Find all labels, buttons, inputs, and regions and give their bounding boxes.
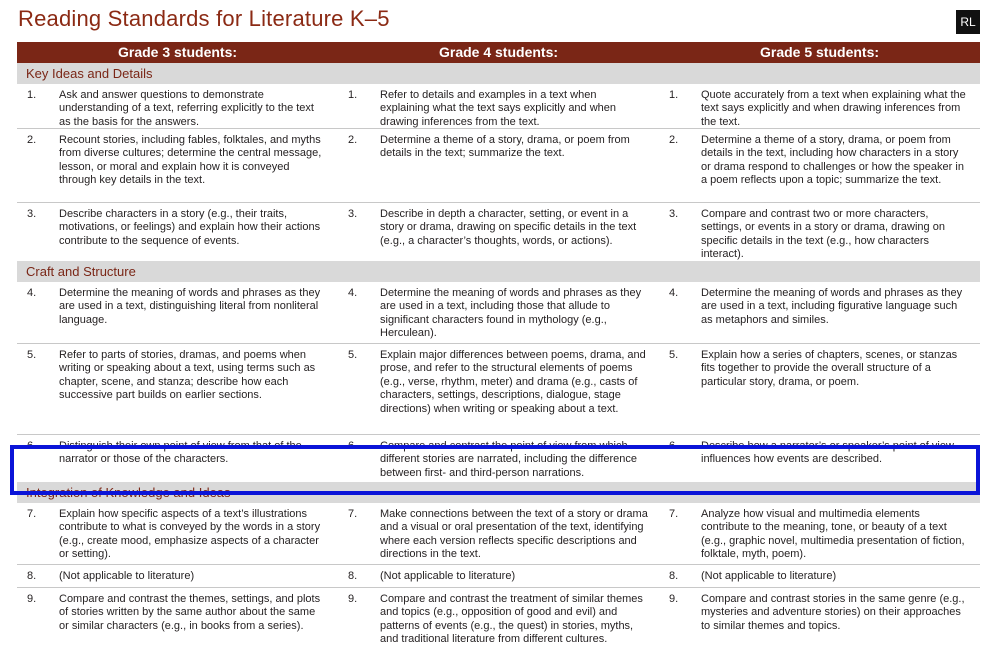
standard-text: Describe in depth a character, setting, or event in a story or drama, drawing on specific details in the text (e.g., a character’s thoughts, words, or actions).	[380, 208, 637, 247]
grade-5-cell	[659, 84, 980, 134]
standard-text: Determine the meaning of words and phrases as they are used in a text, including those that allude to significant characters found in mythology (e.g., Herculean).	[380, 287, 642, 340]
standard-row-9	[17, 588, 980, 658]
grade-5-cell	[659, 503, 980, 567]
section-header-integration: Integration of Knowledge and Ideas	[17, 482, 980, 503]
standard-number: 2.	[348, 134, 358, 146]
standard-row-2	[17, 129, 980, 203]
grade-3-cell	[17, 203, 338, 267]
standard-number: 4.	[27, 287, 37, 299]
standard-number: 1.	[669, 89, 679, 101]
standard-text: Determine a theme of a story, drama, or poem from details in the text, including how characters in a story or drama respond to challenges or how the speaker in a poem reflects upon a topic; summarize the text.	[701, 134, 964, 187]
standard-number: 8.	[348, 570, 358, 582]
grade-4-cell	[338, 84, 659, 134]
standard-number: 1.	[348, 89, 358, 101]
grade-3-cell	[17, 435, 338, 485]
standard-text: Determine a theme of a story, drama, or poem from details in the text; summarize the text.	[380, 134, 630, 160]
grade-header-row	[17, 42, 980, 63]
standard-text: Compare and contrast two or more characters, settings, or events in a story or drama, drawing on specific details in the text (e.g., how characters interact).	[701, 208, 945, 261]
grade-4-cell	[338, 588, 659, 658]
grade-4-cell	[338, 344, 659, 434]
grade-3-cell	[17, 344, 338, 434]
standard-row-4	[17, 282, 980, 344]
grade-4-cell	[338, 129, 659, 202]
page-title: Reading Standards for Literature K–5	[18, 6, 390, 31]
standard-text: Recount stories, including fables, folktales, and myths from diverse cultures; determine the central message, lesson, or moral and explain how it is conveyed through key details in the text.	[59, 134, 322, 187]
grade-5-cell	[659, 588, 980, 658]
standard-number: 8.	[27, 570, 37, 582]
standard-row-1	[17, 84, 980, 129]
standard-text: Explain how a series of chapters, scenes, or stanzas fits together to provide the overall structure of a particular story, drama, or poem.	[701, 349, 958, 388]
grade-5-cell	[659, 129, 980, 202]
standard-text: Refer to parts of stories, dramas, and poems when writing or speaking about a text, using terms such as chapter, scene, and stanza; describe how each successive part builds on earlier sections.	[59, 349, 316, 402]
standard-text: Compare and contrast the point of view from which different stories are narrated, including the difference between first- and third-person narrations.	[380, 440, 638, 479]
grade-4-cell	[338, 503, 659, 567]
grade-5-header: Grade 5 students:	[759, 44, 880, 60]
section-header-key-ideas: Key Ideas and Details	[17, 63, 980, 84]
standard-number: 3.	[669, 208, 679, 220]
strand-badge: RL	[956, 10, 980, 34]
grade-3-cell	[17, 588, 338, 658]
standard-text: Distinguish their own point of view from that of the narrator or those of the characters.	[59, 440, 302, 466]
standard-number: 6.	[348, 440, 358, 452]
standard-text: Quote accurately from a text when explaining what the text says explicitly and when drawing inferences from the text.	[701, 89, 966, 128]
standard-number: 5.	[348, 349, 358, 361]
grade-4-cell	[338, 565, 659, 588]
grade-5-cell	[659, 282, 980, 346]
grade-4-cell	[338, 203, 659, 267]
standard-row-6	[17, 435, 980, 482]
grade-5-cell	[659, 435, 980, 485]
standard-number: 4.	[669, 287, 679, 299]
grade-5-cell	[659, 565, 980, 588]
standard-number: 9.	[669, 593, 679, 605]
standard-text: Explain how specific aspects of a text’s illustrations contribute to what is conveyed by the words in a story (e.g., create mood, emphasize aspects of a character or setting).	[59, 508, 321, 561]
standard-text: Compare and contrast the treatment of similar themes and topics (e.g., opposition of good and evil) and patterns of events (e.g., the quest) in stories, myths, and traditional literature from different cultures.	[380, 593, 643, 646]
grade-3-cell	[17, 129, 338, 202]
standard-number: 9.	[348, 593, 358, 605]
grade-3-cell	[17, 503, 338, 567]
standard-text: Describe how a narrator’s or speaker’s point of view influences how events are described.	[701, 440, 954, 466]
standard-text: Make connections between the text of a story or drama and a visual or oral presentation of the text, identifying where each version reflects specific descriptions and directions in the text.	[380, 508, 648, 561]
standard-number: 6.	[669, 440, 679, 452]
standard-text: Analyze how visual and multimedia elements contribute to the meaning, tone, or beauty of a text (e.g., graphic novel, multimedia presentation of fiction, folktale, myth, poem).	[701, 508, 965, 561]
grade-4-cell	[338, 282, 659, 346]
standard-text: (Not applicable to literature)	[701, 570, 837, 582]
standard-row-7	[17, 503, 980, 565]
grade-3-cell	[17, 565, 338, 588]
standard-row-8	[17, 565, 980, 588]
grade-3-cell	[17, 282, 338, 346]
grade-4-header: Grade 4 students:	[438, 44, 559, 60]
standard-number: 2.	[669, 134, 679, 146]
grade-5-cell	[659, 203, 980, 267]
standard-number: 3.	[348, 208, 358, 220]
standard-number: 4.	[348, 287, 358, 299]
standard-number: 6.	[27, 440, 37, 452]
standard-number: 5.	[669, 349, 679, 361]
section-header-craft-structure: Craft and Structure	[17, 261, 980, 282]
standard-text: Ask and answer questions to demonstrate understanding of a text, referring explicitly to the text as the basis for the answers.	[59, 89, 314, 128]
standard-text: Describe characters in a story (e.g., their traits, motivations, or feelings) and explain how their actions contribute to the sequence of events.	[59, 208, 321, 247]
standard-row-3	[17, 203, 980, 261]
standard-text: Compare and contrast the themes, settings, and plots of stories written by the same author about the same or similar characters (e.g., in books from a series).	[59, 593, 321, 632]
grade-3-cell	[17, 84, 338, 134]
standard-number: 9.	[27, 593, 37, 605]
standard-number: 8.	[669, 570, 679, 582]
standard-number: 3.	[27, 208, 37, 220]
standard-number: 5.	[27, 349, 37, 361]
standard-text: Compare and contrast stories in the same genre (e.g., mysteries and adventure stories) on their approaches to similar themes and topics.	[701, 593, 965, 632]
standard-text: Determine the meaning of words and phrases as they are used in a text, distinguishing literal from nonliteral language.	[59, 287, 321, 326]
grade-4-cell	[338, 435, 659, 485]
standard-row-5	[17, 344, 980, 435]
standard-text: Determine the meaning of words and phrases as they are used in a text, including figurative language such as metaphors and similes.	[701, 287, 963, 326]
standard-number: 2.	[27, 134, 37, 146]
standards-table	[17, 42, 980, 672]
standard-number: 7.	[669, 508, 679, 520]
standard-number: 7.	[27, 508, 37, 520]
standard-text: Explain major differences between poems, drama, and prose, and refer to the structural elements of poems (e.g., verse, rhythm, meter) and drama (e.g., casts of characters, settings, descriptions, dialogue, stage directions) when writing or speaking about a text.	[380, 349, 646, 415]
standard-number: 7.	[348, 508, 358, 520]
standard-text: (Not applicable to literature)	[59, 570, 195, 582]
standard-number: 1.	[27, 89, 37, 101]
standard-text: (Not applicable to literature)	[380, 570, 516, 582]
standard-text: Refer to details and examples in a text when explaining what the text says explicitly and when drawing inferences from the text.	[380, 89, 617, 128]
grade-3-header: Grade 3 students:	[117, 44, 238, 60]
grade-5-cell	[659, 344, 980, 434]
